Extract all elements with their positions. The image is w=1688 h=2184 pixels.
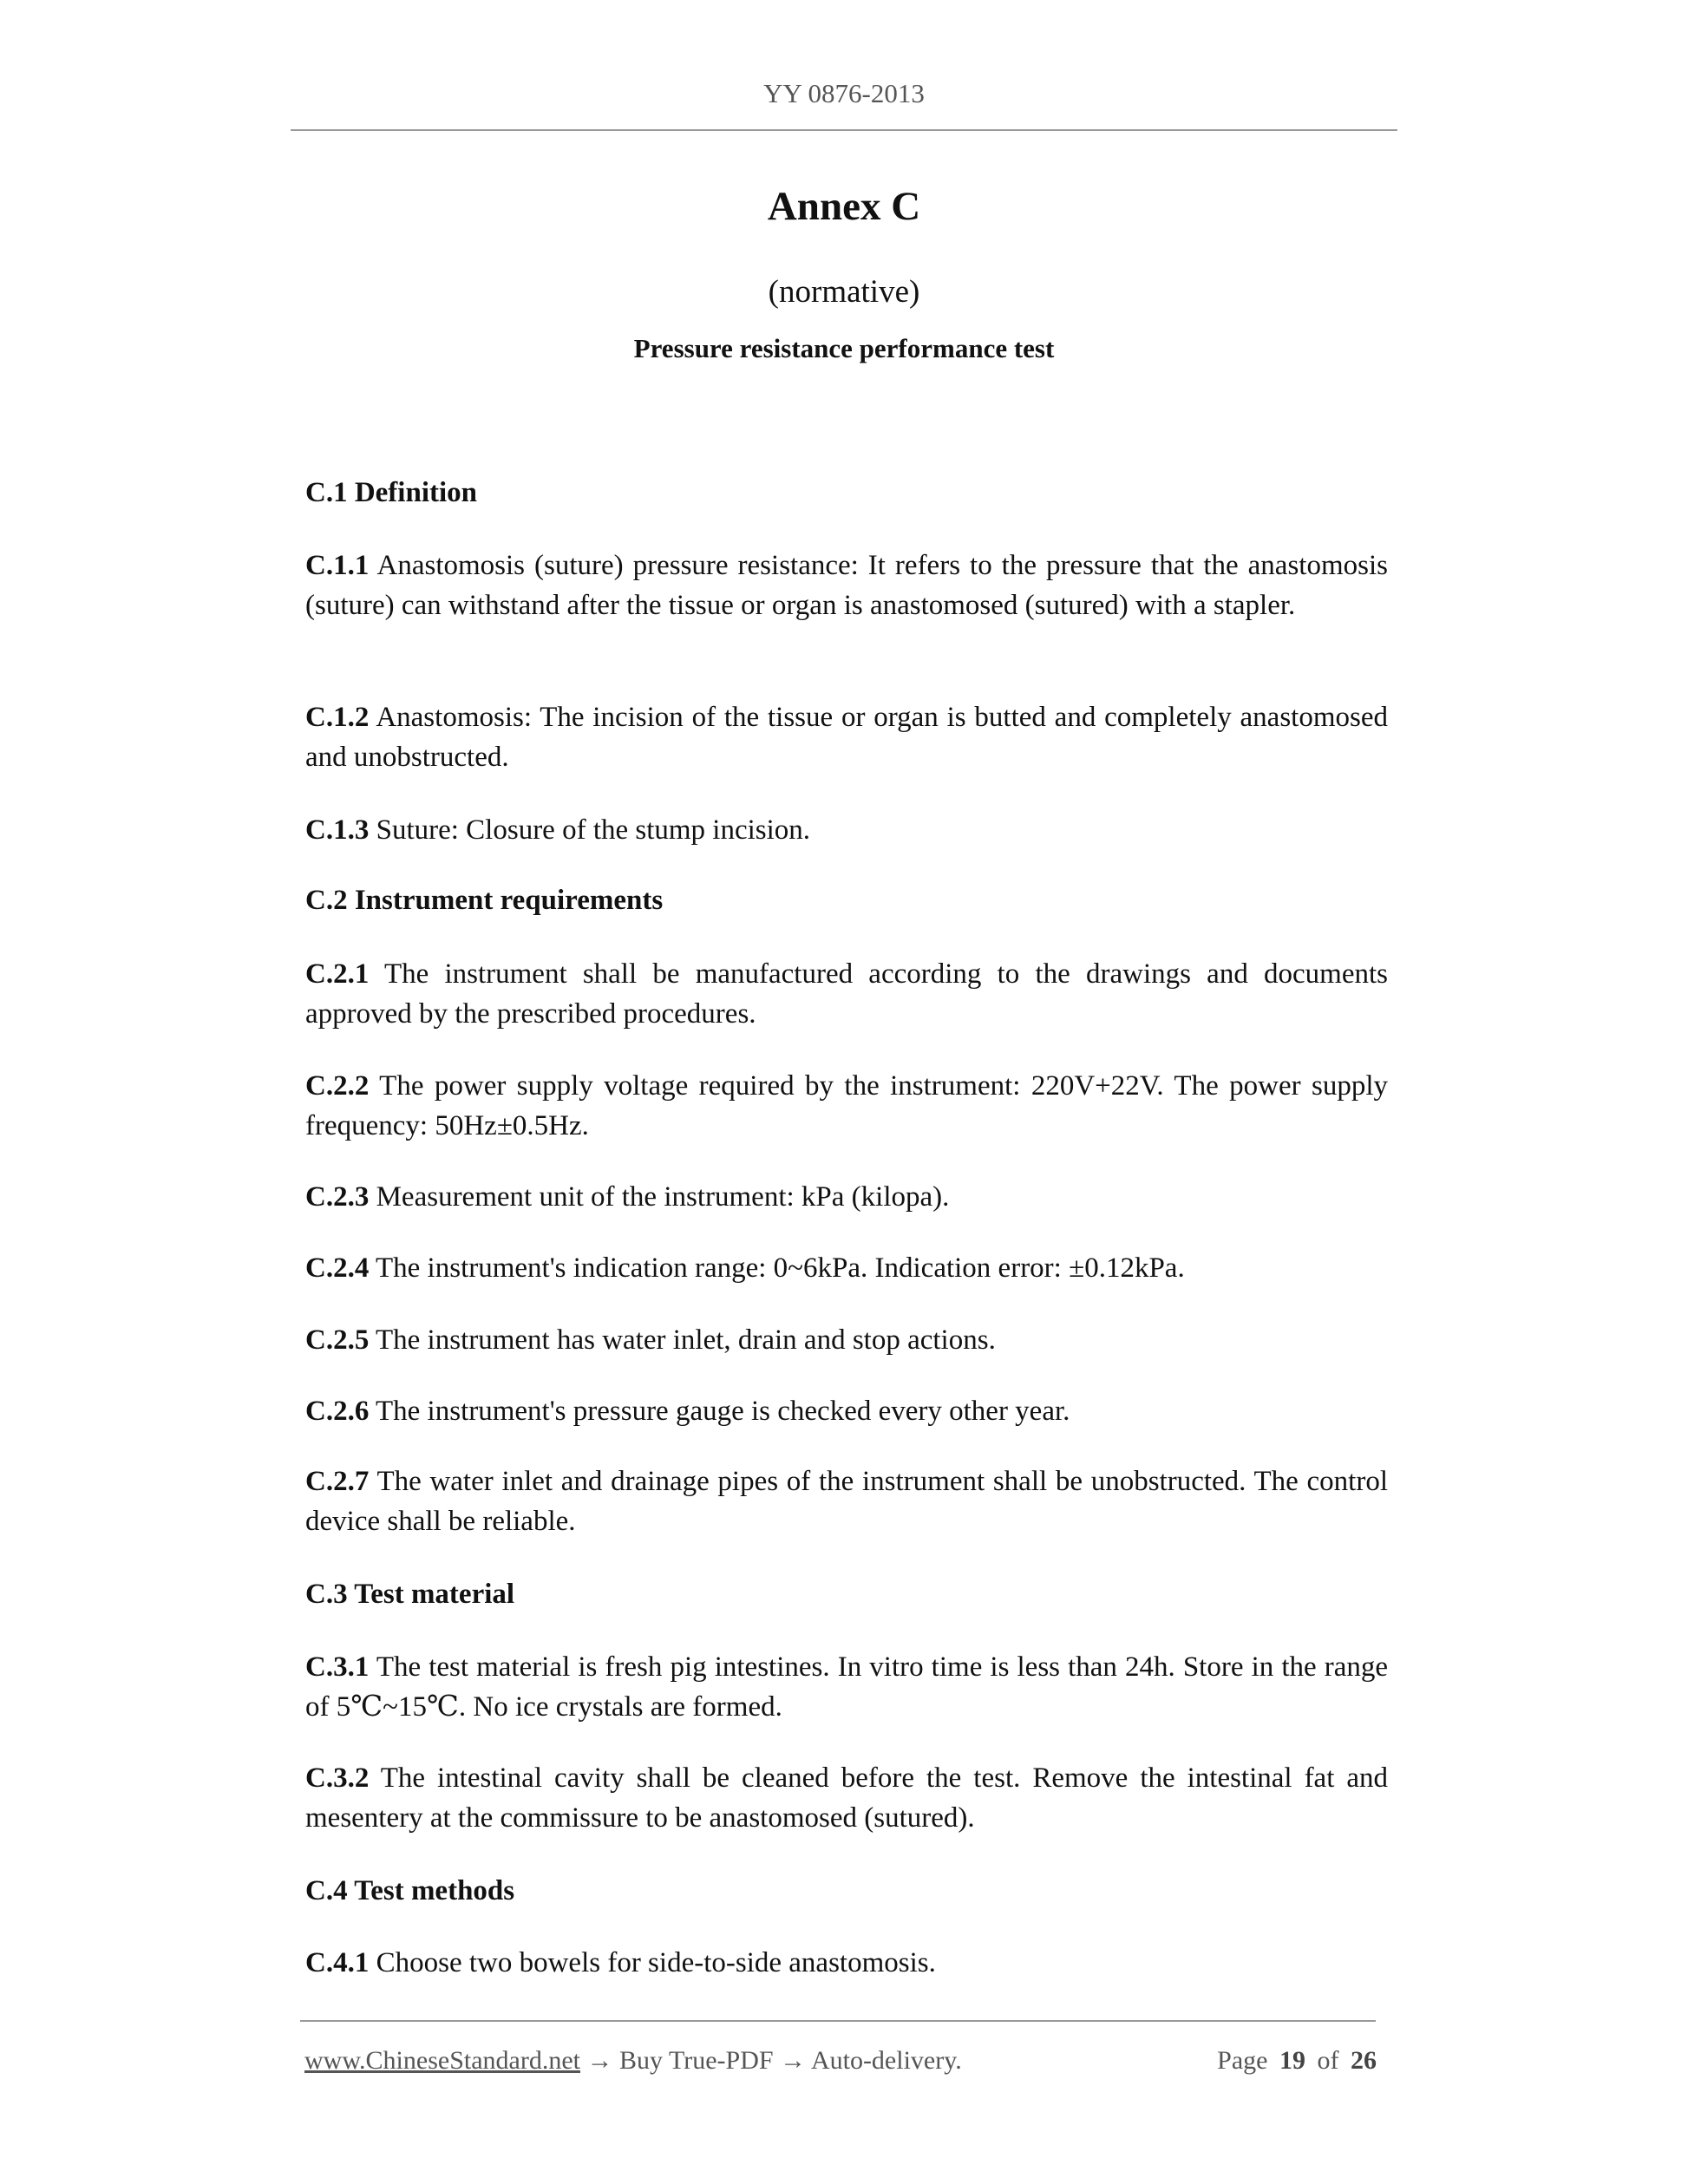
arrow-right-icon: →: [780, 2046, 807, 2075]
auto-delivery-text: Auto-delivery.: [810, 2046, 962, 2075]
paragraph-c2-3: [305, 1177, 1388, 1217]
arrow-right-icon: →: [586, 2046, 613, 2075]
clause-text: The water inlet and drainage pipes of the instrument shall be unobstructed. The control device shall be reliable.: [305, 1466, 1389, 1537]
section-heading-c3: C.3 Test material: [305, 1579, 515, 1610]
clause-text: The instrument shall be manufactured according to the drawings and documents approved by the prescribed procedures.: [305, 958, 1388, 1030]
clause-text: Suture: Closure of the stump incision.: [376, 814, 811, 846]
clause-number: C.2.4: [305, 1252, 370, 1284]
header-divider: [291, 129, 1397, 131]
clause-text: The power supply voltage required by the instrument: 220V+22V. The power supply frequency: 50Hz±0.5Hz.: [305, 1070, 1389, 1141]
paragraph-c1-1: [305, 546, 1388, 625]
clause-number: C.2.1: [305, 958, 370, 990]
page-current: 19: [1279, 2046, 1305, 2075]
page-indicator: [1194, 2043, 1377, 2078]
paragraph-c2-1: [305, 954, 1388, 1034]
clause-text: Anastomosis: The incision of the tissue or organ is butted and completely anastomosed and unobstructed.: [305, 702, 1388, 773]
paragraph-c1-2: [305, 697, 1388, 777]
clause-number: C.2.2: [305, 1070, 370, 1102]
clause-number: C.1.3: [305, 814, 370, 846]
clause-number: C.2.7: [305, 1466, 370, 1497]
clause-number: C.1.1: [305, 550, 370, 581]
paragraph-c3-2: [305, 1758, 1388, 1838]
paragraph-c3-1: [305, 1647, 1388, 1727]
footer-promo: [304, 2043, 962, 2078]
paragraph-c2-7: [305, 1461, 1388, 1541]
annex-title: Annex C: [767, 184, 921, 229]
annex-type: (normative): [768, 274, 920, 310]
clause-number: C.2.3: [305, 1181, 370, 1213]
paragraph-c1-3: [305, 810, 1388, 850]
buy-true-pdf-text: Buy True-PDF: [619, 2046, 774, 2075]
page-total: 26: [1351, 2046, 1377, 2075]
clause-text: Anastomosis (suture) pressure resistance: It refers to the pressure that the anastomosis (suture) can withstand after the tissue or organ is anastomosed (sutured) with a stapler.: [305, 550, 1388, 621]
paragraph-c2-5: [305, 1320, 1388, 1360]
clause-number: C.3.1: [305, 1651, 370, 1683]
clause-text: The intestinal cavity shall be cleaned before the test. Remove the intestinal fat and mesentery at the commissure to be anastomosed (sutured).: [305, 1762, 1388, 1834]
paragraph-c2-6: [305, 1391, 1388, 1431]
clause-text: The instrument's indication range: 0~6kPa. Indication error: ±0.12kPa.: [376, 1252, 1185, 1284]
clause-number: C.1.2: [305, 702, 370, 733]
clause-number: C.2.6: [305, 1396, 370, 1427]
website-link[interactable]: www.ChineseStandard.net: [304, 2046, 580, 2075]
paragraph-c2-4: [305, 1248, 1388, 1288]
of-label: of: [1317, 2046, 1339, 2075]
section-heading-c2: C.2 Instrument requirements: [305, 885, 664, 916]
document-code: YY 0876-2013: [763, 78, 925, 108]
clause-text: Choose two bowels for side-to-side anastomosis.: [376, 1947, 936, 1978]
clause-text: The test material is fresh pig intestines. In vitro time is less than 24h. Store in the range of 5℃~15℃. No ice crystals are formed.: [305, 1651, 1388, 1723]
annex-subtitle: Pressure resistance performance test: [633, 333, 1055, 363]
clause-number: C.4.1: [305, 1947, 370, 1978]
paragraph-c2-2: [305, 1066, 1388, 1146]
page-label: Page: [1217, 2046, 1268, 2075]
clause-number: C.2.5: [305, 1324, 370, 1356]
clause-text: Measurement unit of the instrument: kPa (kilopa).: [376, 1181, 950, 1213]
section-heading-c4: C.4 Test methods: [305, 1875, 515, 1906]
footer-divider: [300, 2020, 1376, 2022]
clause-number: C.3.2: [305, 1762, 370, 1794]
clause-text: The instrument's pressure gauge is checked every other year.: [376, 1396, 1070, 1427]
clause-text: The instrument has water inlet, drain and stop actions.: [376, 1324, 996, 1356]
section-heading-c1: C.1 Definition: [305, 477, 477, 508]
paragraph-c4-1: [305, 1943, 1388, 1983]
